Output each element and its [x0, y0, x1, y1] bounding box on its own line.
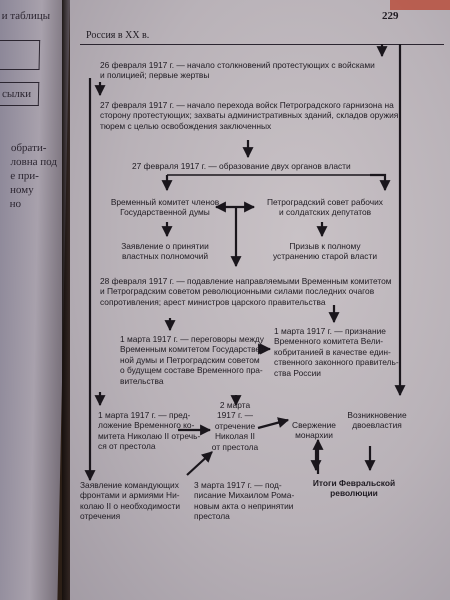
node-mar3-mikhail: 3 марта 1917 г. — под- писание Михаилом Рома- новым акта о непринятии престола: [194, 480, 295, 522]
left-page-line: и таблицы: [1, 10, 51, 22]
node-results: Итоги Февральской революции: [312, 478, 396, 499]
running-head: Россия в XX в.: [86, 30, 150, 41]
left-page-box: [0, 40, 40, 70]
node-mar1-recognition: 1 марта 1917 г. — признание Временного комитета Вели- кобританией в качестве един- ственного законного правитель- ства России: [274, 326, 399, 378]
arrow-n3-n5: [370, 175, 385, 190]
page-number: 229: [382, 10, 399, 22]
node-feb27-garrison: 27 февраля 1917 г. — начало перехода войск Петроградского гарнизона на сторону протестующих; захваты административных зданий, складов оружия, тюрем с целью освобождения заключенных: [100, 100, 401, 131]
node-feb26: 26 февраля 1917 г. — начало столкновений протестующих с войсками и полицией; первые жертвы: [100, 60, 375, 81]
adjacent-left-page: [0, 0, 70, 600]
left-page-line: обрати-: [10, 142, 47, 154]
node-mar2-abdication: 2 марта 1917 г. — отречение Николая II от престола: [211, 400, 259, 452]
left-page-line: но: [9, 198, 22, 210]
node-commanders-statement: Заявление командующих фронтами и армиями Ни- колаю II о необходимости отречения: [80, 480, 181, 522]
node-mar1-negotiations: 1 марта 1917 г. — переговоры между Временным комитетом Государствен- ной думы и Петроградским советом о будущем составе Временного пра- вительства: [120, 334, 268, 386]
node-call-removal: Призыв к полному устранению старой власти: [272, 241, 378, 262]
node-duma-committee: Временный комитет членов Государственной думы: [110, 197, 220, 218]
book-page: [70, 0, 450, 600]
node-feb27-two-bodies: 27 февраля 1917 г. — образование двух органов власти: [132, 161, 351, 171]
left-page-line: ловна под: [10, 156, 58, 168]
node-mar1-proposal: 1 марта 1917 г. — пред- ложение Временного ко- митета Николаю II отречь- ся от престола: [98, 410, 201, 452]
node-feb28: 28 февраля 1917 г. — подавление направляемыми Временным комитетом и Петроградским советом революционными силами последних очагов сопротивления; арест министров царского правительства: [100, 276, 392, 307]
left-page-line: сылки: [1, 88, 32, 100]
arrow-n15-n12: [187, 452, 212, 475]
node-dual-power: Возникновение двоевластия: [347, 410, 407, 431]
node-power-statement: Заявление о принятии властных полномочий: [121, 241, 209, 262]
node-petrograd-soviet: Петроградский совет рабочих и солдатских депутатов: [267, 197, 383, 218]
left-page-line: ному: [9, 184, 34, 196]
node-monarchy-overthrow: Свержение монархии: [292, 420, 336, 441]
left-page-line: е при-: [10, 170, 40, 182]
